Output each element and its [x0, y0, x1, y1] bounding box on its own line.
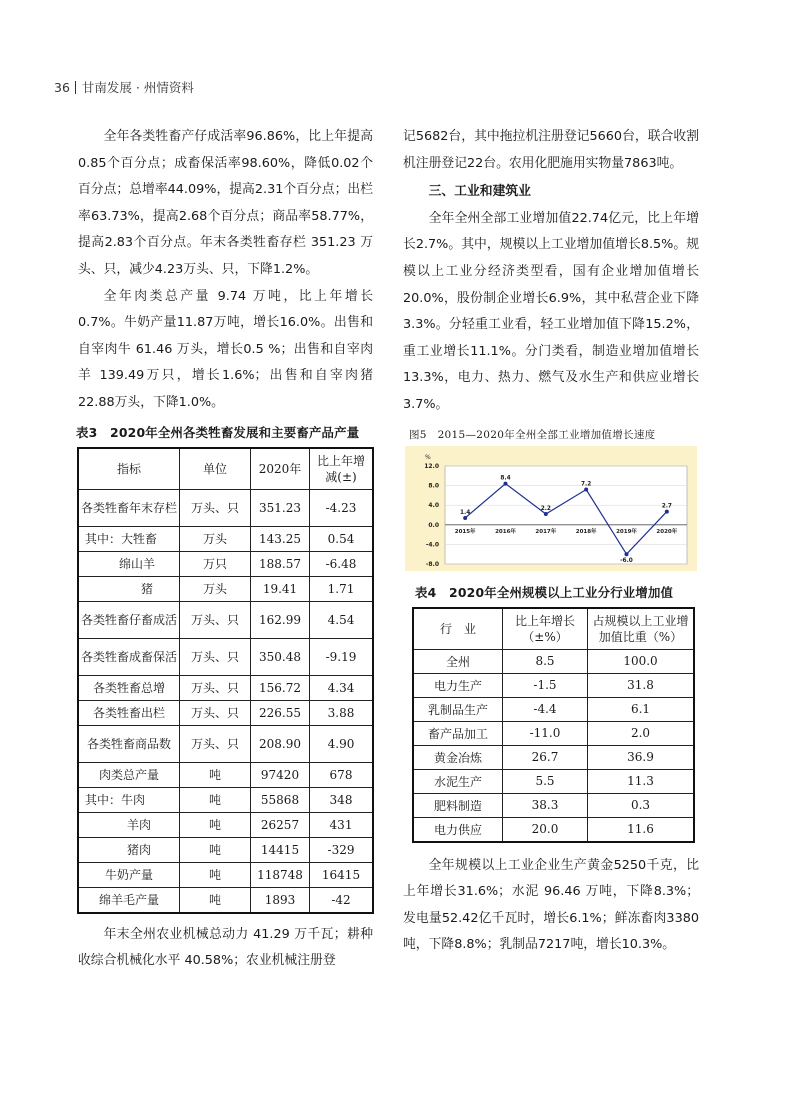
x-tick-label: 2020年 — [656, 528, 678, 535]
table-cell: 226.55 — [251, 700, 310, 725]
table-cell: 各类牲畜商品数 — [78, 725, 180, 762]
table-cell: 万头、只 — [180, 601, 251, 638]
table-row — [78, 551, 373, 576]
table-cell: 黄金冶炼 — [413, 745, 503, 769]
table-cell: 其中：大牲畜 — [78, 526, 180, 551]
table-cell: -42 — [310, 887, 374, 913]
table-cell: 吨 — [180, 812, 251, 837]
y-tick-label: -4.0 — [425, 540, 439, 548]
data-label: -6.0 — [620, 557, 633, 564]
table-cell: 乳制品生产 — [413, 697, 503, 721]
table-cell: 5.5 — [503, 769, 588, 793]
table-row — [78, 675, 373, 700]
data-point — [463, 515, 467, 519]
table4-caption: 表4 2020年全州规模以上工业分行业增加值 — [415, 584, 674, 600]
left-column — [78, 124, 373, 975]
table-cell: 万头、只 — [180, 675, 251, 700]
table-cell: 188.57 — [251, 551, 310, 576]
table-cell: 36.9 — [588, 745, 695, 769]
table-cell: 208.90 — [251, 725, 310, 762]
table-cell: 吨 — [180, 837, 251, 862]
table3-caption: 表3 2020年全州各类牲畜发展和主要畜产品产量 — [76, 424, 360, 440]
table-cell: 万头、只 — [180, 725, 251, 762]
table-row — [413, 649, 694, 673]
table-cell: 4.34 — [310, 675, 374, 700]
table-row — [413, 793, 694, 817]
table-cell: 6.1 — [588, 697, 695, 721]
table-header-cell: 比上年增减(±) — [310, 448, 374, 490]
table-cell: 351.23 — [251, 489, 310, 526]
data-point — [665, 509, 669, 513]
paragraph-meat-output: 全年肉类总产量 9.74 万吨，比上年增长0.7%。牛奶产量11.87万吨，增长16.0%。出售和自宰肉牛 61.46 万头，增长0.5 %；出售和自宰肉羊 139.49万只，增长1.6%；出售和自宰肉猪22.88万头，下降1.0%。 — [78, 288, 373, 410]
table-cell: 牛奶产量 — [78, 862, 180, 887]
table-row — [78, 700, 373, 725]
table-cell: 678 — [310, 762, 374, 787]
table-cell: 猪肉 — [78, 837, 180, 862]
table-cell: 11.6 — [588, 817, 695, 842]
data-label: 2.2 — [540, 505, 551, 512]
table-cell: 各类牲畜出栏 — [78, 700, 180, 725]
y-tick-label: -8.0 — [425, 560, 439, 568]
table-cell: 55868 — [251, 787, 310, 812]
table-header-cell: 占规模以上工业增加值比重（%） — [588, 608, 695, 650]
table-row — [78, 812, 373, 837]
table-cell: -329 — [310, 837, 374, 862]
table-row — [78, 576, 373, 601]
table-cell: 其中：牛肉 — [78, 787, 180, 812]
y-tick-label: 8.0 — [428, 482, 439, 490]
table-cell: 143.25 — [251, 526, 310, 551]
line-chart-svg — [405, 446, 697, 571]
table-cell: 各类牲畜成畜保活 — [78, 638, 180, 675]
table-cell: -11.0 — [503, 721, 588, 745]
table-cell: 吨 — [180, 762, 251, 787]
y-tick-label: 0.0 — [428, 521, 439, 529]
paragraph-agri-machinery: 年末全州农业机械总动力 41.29 万千瓦；耕种收综合机械化水平 40.58%；农业机械注册登 — [78, 926, 373, 969]
table-row — [413, 769, 694, 793]
section-heading-industry: 三、工业和建筑业 — [428, 184, 531, 200]
table-cell: 万头 — [180, 526, 251, 551]
data-label: 7.2 — [581, 481, 592, 488]
running-header — [54, 78, 194, 96]
page-number: 36 — [54, 80, 70, 95]
x-tick-label: 2016年 — [495, 528, 516, 535]
table-cell: 各类牲畜总增 — [78, 675, 180, 700]
table3-livestock — [77, 447, 374, 914]
table-cell: 4.90 — [310, 725, 374, 762]
table-row — [413, 697, 694, 721]
paragraph-industrial-output: 全年规模以上工业企业生产黄金5250千克，比上年增长31.6%；水泥 96.46 万吨，下降8.3%；发电量52.42亿千瓦时，增长6.1%；鲜冻畜肉3380吨，下降8.8%；乳制品7217吨，增长10.3%。 — [403, 857, 699, 953]
data-point — [584, 487, 588, 491]
right-column — [403, 124, 699, 959]
table-cell: 0.3 — [588, 793, 695, 817]
x-tick-label: 2019年 — [616, 528, 637, 535]
table-cell: 3.88 — [310, 700, 374, 725]
table-cell: 畜产品加工 — [413, 721, 503, 745]
table-row — [413, 721, 694, 745]
table-cell: 348 — [310, 787, 374, 812]
table-cell: 16415 — [310, 862, 374, 887]
table-row — [78, 837, 373, 862]
table-row — [78, 762, 373, 787]
data-point — [544, 512, 548, 516]
table-cell: 38.3 — [503, 793, 588, 817]
table-cell: -9.19 — [310, 638, 374, 675]
table-cell: 1.71 — [310, 576, 374, 601]
table-row — [78, 725, 373, 762]
table-cell: 肉类总产量 — [78, 762, 180, 787]
table-cell: 162.99 — [251, 601, 310, 638]
header-divider — [75, 81, 76, 94]
table-cell: 8.5 — [503, 649, 588, 673]
table-cell: -1.5 — [503, 673, 588, 697]
table-cell: 118748 — [251, 862, 310, 887]
table-cell: 156.72 — [251, 675, 310, 700]
table-cell: 2.0 — [588, 721, 695, 745]
x-tick-label: 2018年 — [575, 528, 597, 535]
table-cell: 各类牲畜年末存栏 — [78, 489, 180, 526]
table-cell: 11.3 — [588, 769, 695, 793]
table-header-cell: 指标 — [78, 448, 180, 490]
table-cell: -4.23 — [310, 489, 374, 526]
table-cell: 26257 — [251, 812, 310, 837]
table-cell: 31.8 — [588, 673, 695, 697]
table-row — [413, 745, 694, 769]
table-cell: -6.48 — [310, 551, 374, 576]
table-cell: 水泥生产 — [413, 769, 503, 793]
table-cell: 全州 — [413, 649, 503, 673]
table-row — [78, 787, 373, 812]
table-row — [78, 601, 373, 638]
table-header-cell: 2020年 — [251, 448, 310, 490]
table-cell: 14415 — [251, 837, 310, 862]
table-cell: 肥料制造 — [413, 793, 503, 817]
y-tick-label: 12.0 — [424, 462, 439, 470]
table-cell: 19.41 — [251, 576, 310, 601]
table-cell: 电力供应 — [413, 817, 503, 842]
table-row — [78, 638, 373, 675]
x-tick-label: 2015年 — [454, 528, 476, 535]
table-cell: 绵羊毛产量 — [78, 887, 180, 913]
paragraph-machinery-cont: 记5682台，其中拖拉机注册登记5660台，联合收割机注册登记22台。农用化肥施用实物量7863吨。 — [403, 129, 699, 171]
data-label: 8.4 — [500, 475, 511, 482]
table-cell: 100.0 — [588, 649, 695, 673]
table-header-row — [78, 448, 373, 490]
table-cell: 各类牲畜仔畜成活 — [78, 601, 180, 638]
table-row — [413, 817, 694, 842]
table-row — [78, 489, 373, 526]
table-cell: 吨 — [180, 887, 251, 913]
table-row — [78, 526, 373, 551]
table-cell: 0.54 — [310, 526, 374, 551]
table-header-cell: 行 业 — [413, 608, 503, 650]
table-cell: -4.4 — [503, 697, 588, 721]
paragraph-industry: 全年全州全部工业增加值22.74亿元，比上年增长2.7%。其中，规模以上工业增加值增长8.5%。规模以上工业分经济类型看，国有企业增加值增长20.0%，股份制企业增长6.9%，其中私营企业下降3.3%。分轻重工业看，轻工业增加值下降15.2%，重工业增长11.1%。分门类看，制造业增加值增长13.3%，电力、热力、燃气及水生产和供应业增长3.7%。 — [403, 210, 699, 412]
table-header-cell: 单位 — [180, 448, 251, 490]
data-point — [504, 481, 508, 485]
table-cell: 万头、只 — [180, 638, 251, 675]
table-row — [413, 673, 694, 697]
table-cell: 20.0 — [503, 817, 588, 842]
table-cell: 猪 — [78, 576, 180, 601]
table-cell: 万只 — [180, 551, 251, 576]
table-cell: 吨 — [180, 787, 251, 812]
y-axis-label: % — [425, 453, 431, 461]
table-cell: 万头、只 — [180, 700, 251, 725]
table-cell: 绵山羊 — [78, 551, 180, 576]
x-tick-label: 2017年 — [535, 528, 557, 535]
table-header-row — [413, 608, 694, 650]
table4-industry — [412, 607, 695, 843]
data-point — [625, 552, 629, 556]
table-cell: 吨 — [180, 862, 251, 887]
table-cell: 万头 — [180, 576, 251, 601]
plot-area — [445, 466, 687, 564]
figure5-chart — [405, 446, 697, 571]
table-cell: 26.7 — [503, 745, 588, 769]
data-label: 2.7 — [661, 503, 672, 510]
paragraph-livestock-rates: 全年各类牲畜产仔成活率96.86%，比上年提高0.85个百分点；成畜保活率98.60%，降低0.02个百分点；总增率44.09%，提高2.31个百分点；出栏率63.73%，提高2.68个百分点；商品率58.77%，提高2.83个百分点。年末各类牲畜存栏 351.23 万头、只，减少4.23万头、只，下降1.2%。 — [78, 129, 373, 277]
table-row — [78, 862, 373, 887]
table-cell: 4.54 — [310, 601, 374, 638]
table-header-cell: 比上年增长（±%） — [503, 608, 588, 650]
publication-title: 甘南发展 · 州情资料 — [81, 80, 194, 95]
table-cell: 350.48 — [251, 638, 310, 675]
table-cell: 431 — [310, 812, 374, 837]
table-row — [78, 887, 373, 913]
table-cell: 电力生产 — [413, 673, 503, 697]
data-label: 1.4 — [460, 509, 471, 516]
figure5-caption: 图5 2015—2020年全州全部工业增加值增长速度 — [409, 428, 656, 441]
table-cell: 1893 — [251, 887, 310, 913]
table-cell: 羊肉 — [78, 812, 180, 837]
y-tick-label: 4.0 — [428, 501, 439, 509]
table-cell: 97420 — [251, 762, 310, 787]
table-cell: 万头、只 — [180, 489, 251, 526]
